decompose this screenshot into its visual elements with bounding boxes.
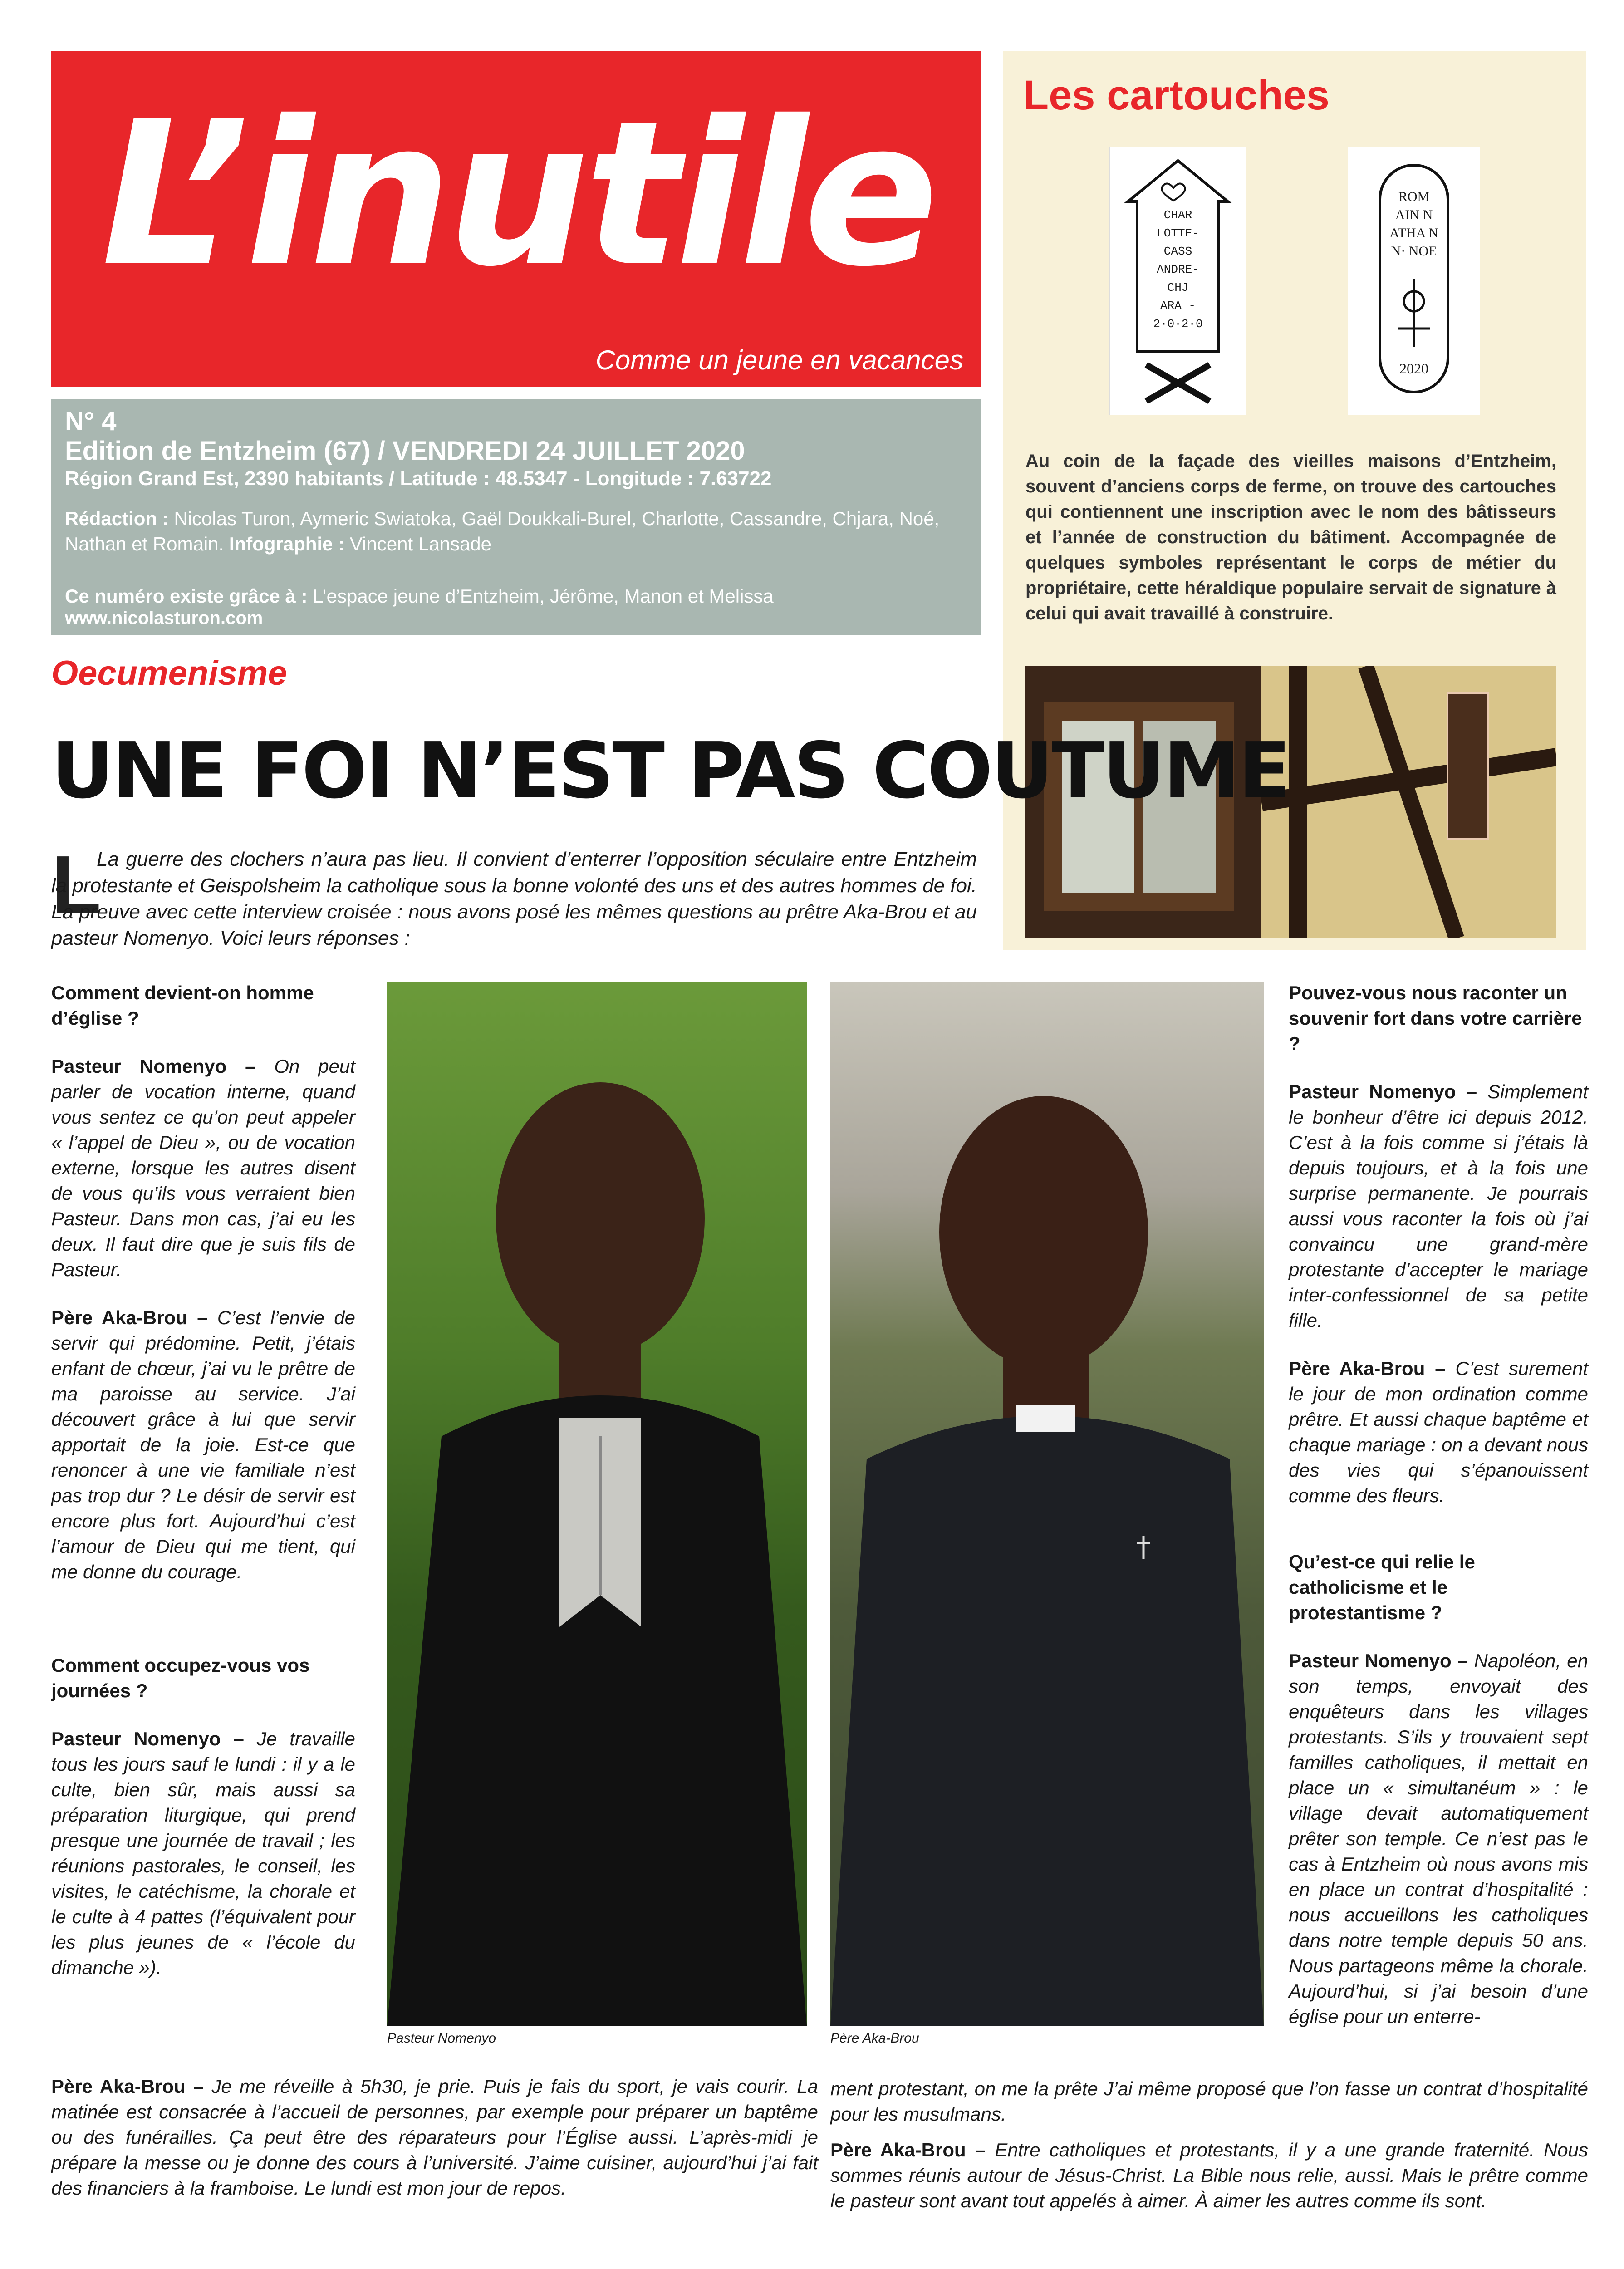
- drop-cap: L: [51, 839, 101, 930]
- answer-paragraph-continued: ment protestant, on me la prête J’ai même proposé que l’on fasse un contrat d’hospitalité pour les musulmans.: [830, 2078, 1588, 2125]
- answer-paragraph: [51, 1305, 355, 1585]
- cartouche-2-line: ATHA N: [1389, 226, 1438, 241]
- speaker-name: Pasteur Nomenyo –: [51, 1728, 244, 1749]
- photo-pasteur-nomenyo: [387, 982, 807, 2026]
- question-heading: Pouvez-vous nous raconter un souvenir fort dans votre carrière ?: [1289, 982, 1582, 1054]
- speaker-name: Pasteur Nomenyo –: [51, 1056, 256, 1077]
- portrait-pasteur-image: [387, 982, 807, 2026]
- answer-text: Simplement le bonheur d’être ici depuis 2012. C’est à la fois comme si j’étais là depuis toujours, et à la fois une surprise permanente. Je pourrais aussi vous raconter la fois où j’ai convaincu une grand-mère protestante d’accepter le mariage inter-confessionnel de sa petite fille.: [1289, 1081, 1588, 1331]
- answer-paragraph: [51, 1054, 355, 1282]
- answer-paragraph: [1289, 1079, 1588, 1333]
- speaker-name: Père Aka-Brou –: [830, 2139, 986, 2161]
- answer-paragraph: [830, 2137, 1588, 2214]
- infographie-name: Vincent Lansade: [344, 533, 492, 555]
- speaker-name: Père Aka-Brou –: [51, 2076, 204, 2097]
- question-heading: Comment occupez-vous vos journées ?: [51, 1655, 310, 1701]
- answer-text: C’est l’envie de servir qui prédomine. Petit, j’étais enfant de chœur, j’ai vu le prêtre de ma paroisse au service. J’ai découvert grâce à lui que servir apportait de la joie. Est-ce que renoncer à une vie familiale n’est pas trop dur ? Le désir de servir est encore plus fort. Aujourd’hui c’est l’amour de Dieu qui me tient, qui me donne du courage.: [51, 1307, 355, 1582]
- cartouche-1-line: ARA -: [1160, 299, 1196, 313]
- speaker-name: Pasteur Nomenyo –: [1289, 1081, 1477, 1102]
- photo-caption: Père Aka-Brou: [830, 2031, 919, 2046]
- cartouche-1-line: 2·0·2·0: [1153, 317, 1203, 331]
- answer-text: Entre catholiques et protestants, il y a une grande fraternité. Nous sommes réunis autour de Jésus-Christ. La Bible nous relie, aussi. Mais le prêtre comme le pasteur sont avant tout appelés à aimer. À aimer les autres comme ils sont.: [830, 2139, 1589, 2211]
- infographie-label: Infographie :: [224, 533, 345, 555]
- issue-number: N° 4: [65, 407, 117, 436]
- question-heading: Comment devient-on homme d’église ?: [51, 982, 314, 1029]
- speaker-name: Pasteur Nomenyo –: [1289, 1650, 1468, 1671]
- article-headline: UNE FOI N’EST PAS COUTUME: [51, 726, 1290, 816]
- thanks-names: L’espace jeune d’Entzheim, Jérôme, Manon et Melissa: [307, 585, 774, 607]
- answer-text: Je me réveille à 5h30, je prie. Puis je fais du sport, je vais courir. La matinée est consacrée à l’accueil de personnes, par exemple pour préparer un baptême ou des funérailles. Ça peut être des réparateurs pour l’Église aussi. L’après-midi je prépare la messe ou je donne des cours à l’université. J’aime cuisiner, aujourd’hui j’ai fait des financiers à la framboise. Le lundi est mon jour de repos.: [51, 2076, 818, 2199]
- answer-text: C’est surement le jour de mon ordination comme prêtre. Et aussi chaque baptême et chaque mariage : on a devant nous des vies qui s’épanouissent comme des fleurs.: [1289, 1358, 1588, 1506]
- thanks-label: Ce numéro existe grâce à :: [65, 585, 308, 607]
- newspaper-logo: L’inutile: [101, 78, 934, 310]
- website-link[interactable]: www.nicolasturon.com: [65, 608, 263, 628]
- sidebar-title: Les cartouches: [1023, 72, 1330, 118]
- cartouche-1-line: CHAR: [1163, 208, 1192, 222]
- article-lead: La guerre des clochers n’aura pas lieu. Il convient d’enterrer l’opposition séculaire entre Entzheim la protestante et Geispolsheim la catholique sous la bonne volonté des uns et des autres hommes de foi. La preuve avec cette interview croisée : nous avons posé les mêmes questions au prêtre Aka-Brou et au pasteur Nomenyo. Voici leurs réponses :: [51, 848, 977, 949]
- cartouche-1-line: CASS: [1163, 245, 1192, 258]
- answer-text: Je travaille tous les jours sauf le lundi : il y a le culte, bien sûr, mais aussi sa préparation liturgique, qui prend presque une journée de travail ; les réunions pastorales, le conseil, les visites, le catéchisme, la chorale et le culte à 4 pattes (l’équivalent pour les plus jeunes de « l’école du dimanche »).: [51, 1728, 355, 1978]
- tagline: Comme un jeune en vacances: [595, 345, 963, 375]
- cartouche-2-line: N· NOE: [1391, 244, 1437, 259]
- portrait-pere-image: [830, 982, 1264, 2026]
- masthead: [51, 51, 981, 387]
- cartouche-1-line: ANDRE-: [1157, 263, 1199, 276]
- answer-text: On peut parler de vocation interne, quand vous sentez ce qu’on peut appeler « l’appel de Dieu », ou de vocation externe, lorsque les autres disent de vous qu’ils vous verraient bien Pasteur. Dans mon cas, j’ai eu les deux. Il faut dire que je suis fils de Pasteur.: [51, 1056, 355, 1280]
- cartouche-drawing-1: [1109, 147, 1246, 415]
- cartouche-1-line: LOTTE-: [1157, 226, 1199, 240]
- edition-line: Edition de Entzheim (67) / VENDREDI 24 JUILLET 2020: [65, 436, 745, 466]
- thanks-line: [65, 585, 774, 607]
- answer-text: Napoléon, en son temps, envoyait des enquêteurs dans les villages protestants. S’ils y trouvaient sept familles catholiques, il mettait en place un « simultanéum » : le village devait automatiquement prêter son temple. Ce n’est pas le cas à Entzheim où nous avons mis en place un contrat d’hospitalité : nous accueillons les catholiques dans notre temple depuis 50 ans. Nous partageons même la chorale. Aujourd’hui, si j’ai besoin d’une église pour un enterre-: [1289, 1650, 1588, 2027]
- photo-caption: Pasteur Nomenyo: [387, 2031, 496, 2046]
- answer-paragraph: [51, 1726, 355, 1980]
- sidebar-text: Au coin de la façade des vieilles maisons d’Entzheim, souvent d’anciens corps de ferme, on trouve des cartouches qui contiennent une inscription avec le nom des bâtisseurs et l’année de construction du bâtiment. Accompagnée de quelques symboles représentant le corps de métier du propriétaire, cette héraldique populaire servait de signature à celui qui avait travaillé à construire.: [1025, 451, 1556, 624]
- cartouche-drawing-2: [1348, 147, 1480, 415]
- speaker-name: Père Aka-Brou –: [51, 1307, 208, 1328]
- speaker-name: Père Aka-Brou –: [1289, 1358, 1446, 1379]
- region-line: Région Grand Est, 2390 habitants / Latitude : 48.5347 - Longitude : 7.63722: [65, 467, 772, 490]
- redaction-names: Nicolas Turon, Aymeric Swiatoka, Gaël Doukkali-Burel, Charlotte, Cassandre, Chjara, Noé, Nathan et Romain.: [65, 508, 940, 555]
- photo-pere-aka-brou: [830, 982, 1264, 2026]
- cartouche-2-line: AIN N: [1395, 207, 1433, 222]
- cartouche-2-year: 2020: [1399, 360, 1428, 377]
- cartouche-2-line: ROM: [1398, 189, 1430, 204]
- redaction-label: Rédaction :: [65, 508, 169, 529]
- article-kicker: Oecumenisme: [51, 654, 287, 692]
- edition-info-box: [51, 399, 981, 635]
- article-column-right: [1289, 980, 1588, 2029]
- credits-line: [65, 506, 968, 557]
- answer-paragraph: [51, 2074, 818, 2201]
- article-column-left: [51, 980, 355, 1980]
- cartouche-1-line: CHJ: [1167, 281, 1189, 295]
- answer-paragraph: [1289, 1356, 1588, 1508]
- answer-paragraph: [1289, 1648, 1588, 2029]
- question-heading: Qu’est-ce qui relie le catholicisme et le protestantisme ?: [1289, 1551, 1475, 1623]
